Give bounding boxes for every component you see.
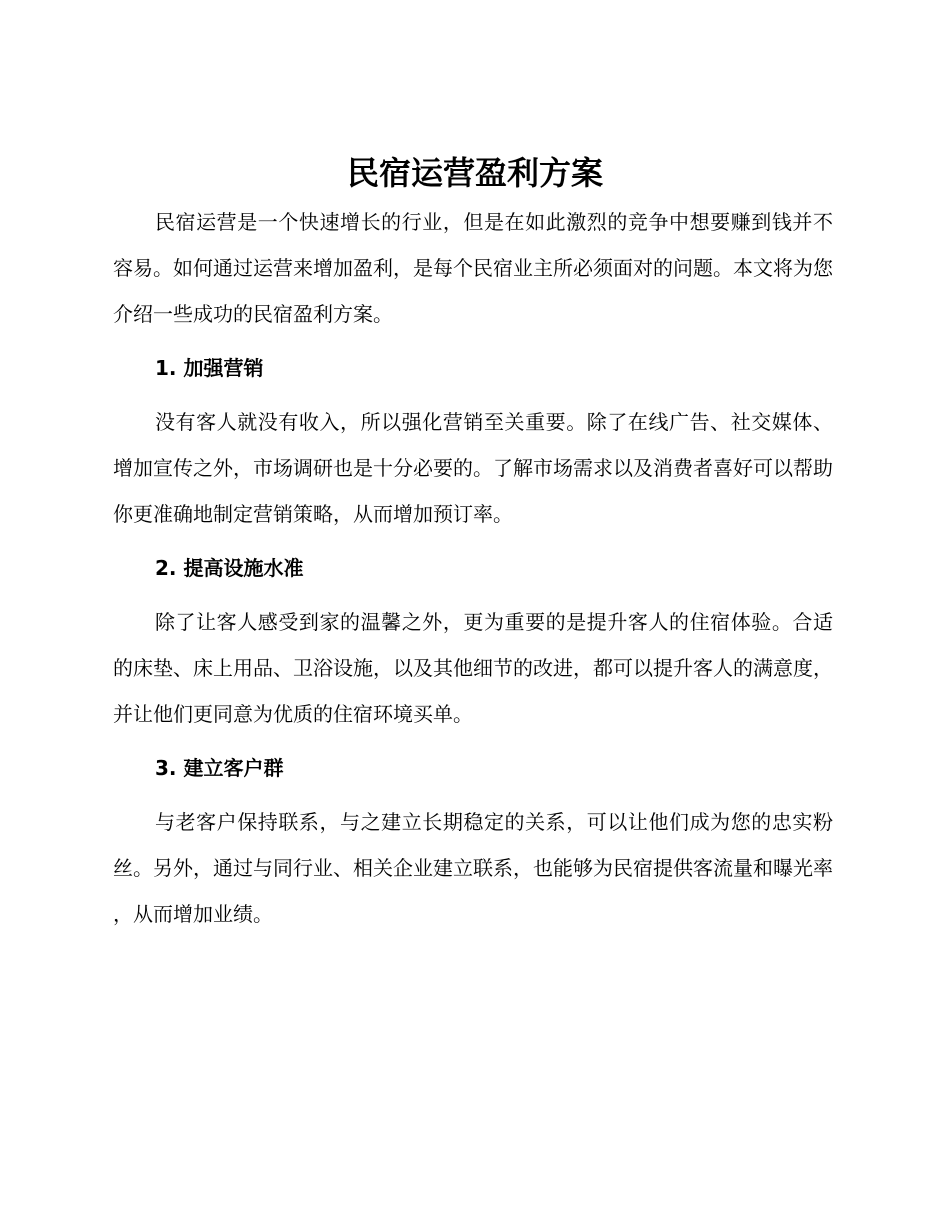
section-body-marketing: 没有客人就没有收入，所以强化营销至关重要。除了在线广告、社交媒体、增加宣传之外，市场调研也是十分必要的。了解市场需求以及消费者喜好可以帮助你更准确地制定营销策略，从而增加预订率。: [113, 410, 833, 526]
page-title: 民宿运营盈利方案: [346, 154, 603, 192]
intro-paragraph: 民宿运营是一个快速增长的行业，但是在如此激烈的竞争中想要赚到钱并不容易。如何通过运营来增加盈利，是每个民宿业主所必须面对的问题。本文将为您介绍一些成功的民宿盈利方案。: [113, 210, 833, 326]
section-body-customers: 与老客户保持联系，与之建立长期稳定的关系，可以让他们成为您的忠实粉丝。另外，通过与同行业、相关企业建立联系，也能够为民宿提供客流量和曝光率，从而增加业绩。: [113, 810, 833, 926]
document-body: [113, 199, 833, 937]
section-body-facilities: 除了让客人感受到家的温馨之外，更为重要的是提升客人的住宿体验。合适的床垫、床上用品、卫浴设施，以及其他细节的改进，都可以提升客人的满意度，并让他们更同意为优质的住宿环境买单。: [113, 610, 833, 726]
section-heading-facilities: 2. 提高设施水准: [155, 556, 304, 580]
section-heading-marketing: 1. 加强营销: [155, 356, 264, 380]
section-heading-customers: 3. 建立客户群: [155, 756, 284, 780]
